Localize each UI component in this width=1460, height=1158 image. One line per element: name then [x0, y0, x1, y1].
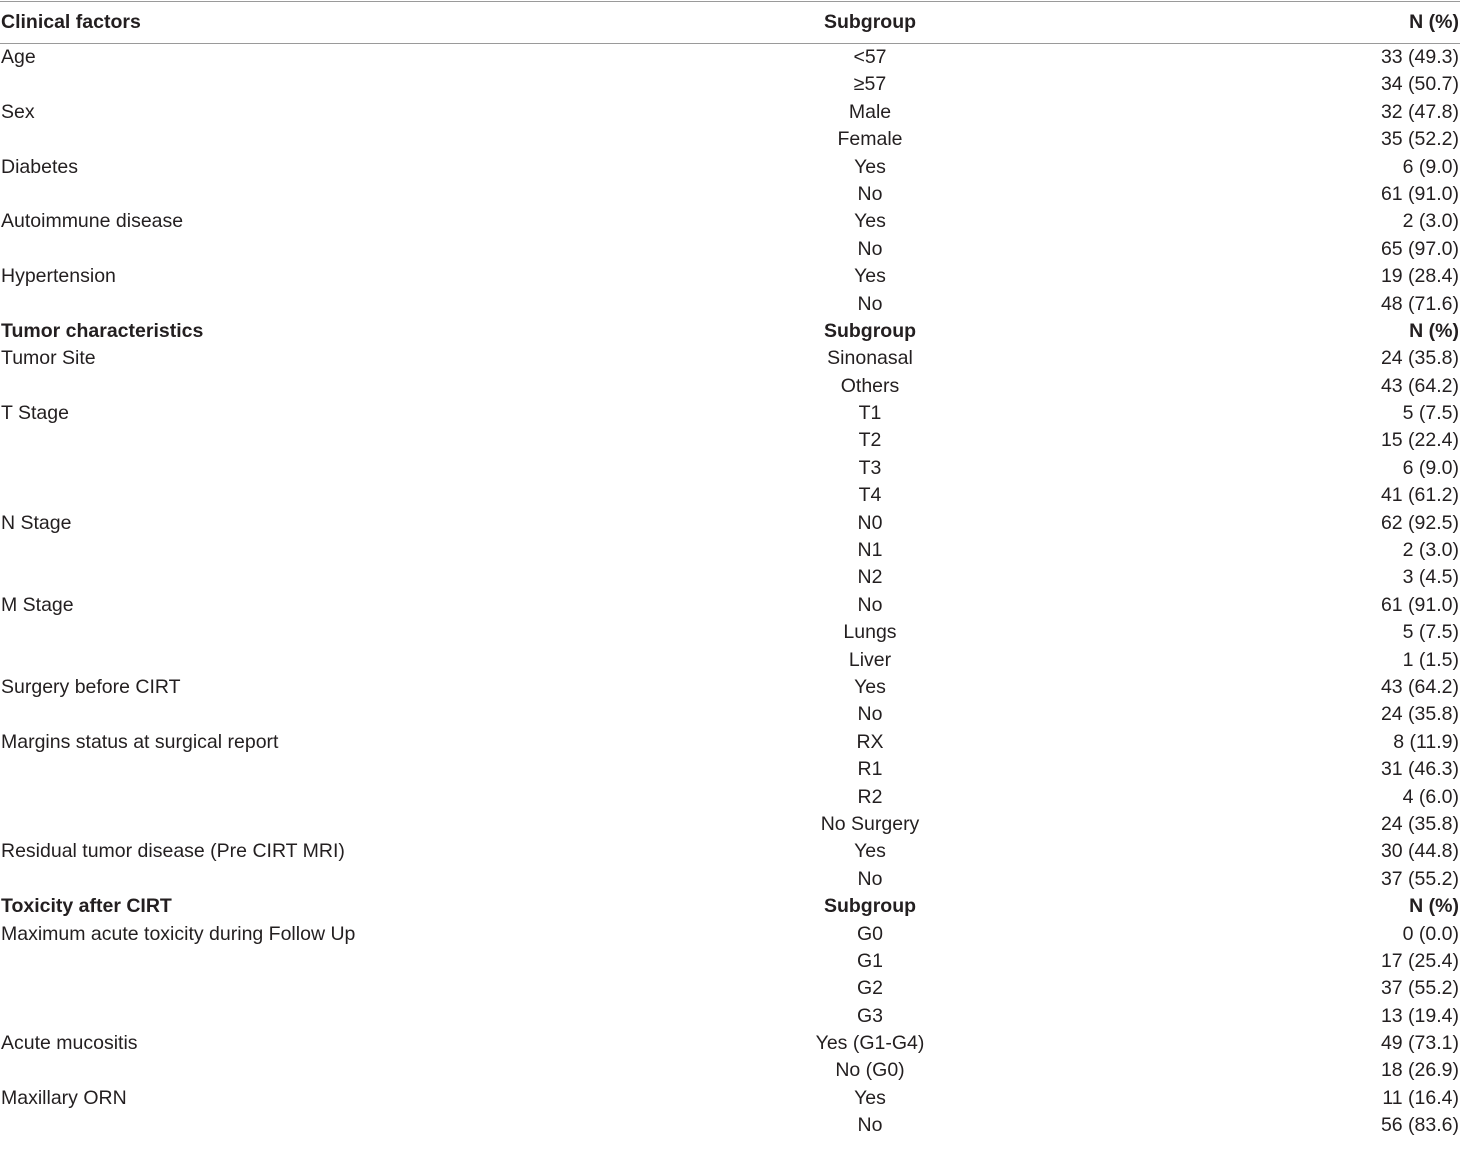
n-percent-cell: 62 (92.5) [1380, 511, 1459, 534]
n-percent-cell: 35 (52.2) [1380, 128, 1459, 151]
table-row [0, 1085, 1460, 1112]
table-row [0, 71, 1460, 98]
subgroup-cell: RX [856, 730, 884, 753]
n-percent-cell: 1 (1.5) [1402, 648, 1459, 671]
section-title: Tumor characteristics [1, 319, 204, 342]
table-row [0, 1057, 1460, 1084]
table-row [0, 564, 1460, 591]
table-row [0, 592, 1460, 619]
factor-cell: Tumor Site [1, 347, 96, 370]
subgroup-cell: No [857, 867, 883, 890]
subgroup-cell: G1 [856, 949, 883, 972]
n-percent-cell: 34 (50.7) [1380, 73, 1459, 96]
subgroup-cell: T3 [858, 456, 882, 479]
subgroup-cell: No (G0) [835, 1059, 905, 1082]
n-percent-cell: 61 (91.0) [1380, 182, 1459, 205]
n-percent-cell: 3 (4.5) [1402, 566, 1459, 589]
n-percent-cell: 30 (44.8) [1380, 840, 1459, 863]
table-row [0, 373, 1460, 400]
subgroup-cell: R1 [857, 758, 883, 781]
table-row [0, 784, 1460, 811]
section-title: Toxicity after CIRT [1, 895, 172, 918]
factor-cell: Maximum acute toxicity during Follow Up [1, 922, 356, 945]
subgroup-cell: G0 [856, 922, 883, 945]
factor-cell: Surgery before CIRT [1, 675, 181, 698]
table-body [0, 2, 1460, 1140]
n-percent-cell: 24 (35.8) [1380, 812, 1459, 835]
subgroup-cell: Yes [854, 210, 886, 233]
factor-cell: Sex [1, 100, 35, 123]
table-row [0, 975, 1460, 1002]
n-percent-column-header: N (%) [1409, 11, 1459, 33]
table-row [0, 729, 1460, 756]
n-percent-cell: 32 (47.8) [1380, 100, 1459, 123]
n-percent-cell: 11 (16.4) [1382, 1086, 1459, 1109]
subgroup-cell: G2 [856, 977, 883, 1000]
subgroup-cell: Female [837, 128, 903, 151]
n-percent-cell: 43 (64.2) [1380, 374, 1459, 397]
factor-cell: Margins status at surgical report [1, 730, 279, 753]
n-percent-cell: 37 (55.2) [1380, 977, 1459, 1000]
table-row [0, 263, 1460, 290]
n-percent-cell: 13 (19.4) [1380, 1004, 1459, 1027]
table-row [0, 427, 1460, 454]
table-row [0, 811, 1460, 838]
subgroup-cell: Lungs [843, 621, 897, 644]
n-percent-cell: 2 (3.0) [1402, 539, 1459, 562]
subgroup-cell: No [857, 593, 883, 616]
table-row [0, 674, 1460, 701]
n-percent-cell: 18 (26.9) [1380, 1059, 1459, 1082]
factor-cell: Acute mucositis [1, 1032, 138, 1055]
table-row [0, 1003, 1460, 1030]
table-row [0, 208, 1460, 235]
n-percent-column-header: N (%) [1409, 319, 1459, 342]
subgroup-cell: ≥57 [853, 73, 887, 96]
factor-cell: Residual tumor disease (Pre CIRT MRI) [1, 840, 345, 863]
n-percent-cell: 49 (73.1) [1380, 1032, 1459, 1055]
n-percent-cell: 8 (11.9) [1393, 730, 1459, 753]
factor-cell: T Stage [1, 402, 69, 425]
n-percent-cell: 19 (28.4) [1380, 265, 1459, 288]
n-percent-cell: 2 (3.0) [1402, 210, 1459, 233]
table-row [0, 537, 1460, 564]
n-percent-cell: 48 (71.6) [1380, 292, 1459, 315]
subgroup-cell: No [857, 182, 883, 205]
n-percent-cell: 6 (9.0) [1402, 456, 1459, 479]
subgroup-column-header: Subgroup [823, 319, 917, 342]
subgroup-cell: T1 [858, 402, 882, 425]
subgroup-cell: Yes [854, 840, 886, 863]
n-percent-cell: 56 (83.6) [1380, 1114, 1459, 1137]
n-percent-cell: 33 (49.3) [1380, 46, 1459, 68]
factor-cell: Autoimmune disease [1, 210, 184, 233]
n-percent-cell: 65 (97.0) [1380, 237, 1459, 260]
table-row [0, 701, 1460, 728]
subgroup-cell: No [857, 292, 883, 315]
subgroup-cell: N1 [857, 539, 883, 562]
factor-cell: Age [1, 46, 36, 68]
section-header-row [0, 2, 1460, 43]
n-percent-cell: 6 (9.0) [1402, 155, 1459, 178]
table-row [0, 44, 1460, 71]
factor-cell: M Stage [1, 593, 74, 616]
table-row [0, 510, 1460, 537]
table-row [0, 345, 1460, 372]
table-row [0, 99, 1460, 126]
table-row [0, 948, 1460, 975]
n-percent-cell: 24 (35.8) [1380, 703, 1459, 726]
n-percent-cell: 43 (64.2) [1380, 675, 1459, 698]
table-row [0, 756, 1460, 783]
factor-cell: Hypertension [1, 265, 116, 288]
subgroup-cell: T4 [858, 484, 882, 507]
factor-cell: Diabetes [1, 155, 78, 178]
subgroup-cell: <57 [853, 46, 887, 68]
subgroup-cell: G3 [856, 1004, 883, 1027]
subgroup-cell: No [857, 703, 883, 726]
table-row [0, 619, 1460, 646]
factor-cell: N Stage [1, 511, 72, 534]
table-row [0, 921, 1460, 948]
n-percent-cell: 41 (61.2) [1380, 484, 1459, 507]
subgroup-cell: Yes (G1-G4) [815, 1032, 925, 1055]
table-row [0, 400, 1460, 427]
subgroup-cell: Yes [854, 675, 886, 698]
subgroup-cell: Liver [848, 648, 892, 671]
table-row [0, 647, 1460, 674]
subgroup-cell: T2 [858, 429, 882, 452]
table-row [0, 1030, 1460, 1057]
subgroup-cell: R2 [857, 785, 883, 808]
n-percent-cell: 17 (25.4) [1380, 949, 1459, 972]
table-row [0, 455, 1460, 482]
table-row [0, 236, 1460, 263]
section-header-row [0, 893, 1460, 920]
table-row [0, 838, 1460, 865]
subgroup-cell: Male [848, 100, 892, 123]
subgroup-cell: No [857, 1114, 883, 1137]
section-header-row [0, 318, 1460, 345]
subgroup-cell: No [857, 237, 883, 260]
subgroup-column-header: Subgroup [823, 11, 917, 33]
subgroup-column-header: Subgroup [823, 895, 917, 918]
n-percent-column-header: N (%) [1409, 895, 1459, 918]
subgroup-cell: Yes [854, 265, 886, 288]
table-row [0, 866, 1460, 893]
table-row [0, 126, 1460, 153]
table-row [0, 482, 1460, 509]
subgroup-cell: Yes [854, 155, 886, 178]
clinical-characteristics-table [0, 1, 1460, 1140]
subgroup-cell: N0 [857, 511, 883, 534]
n-percent-cell: 37 (55.2) [1380, 867, 1459, 890]
n-percent-cell: 5 (7.5) [1402, 402, 1459, 425]
n-percent-cell: 4 (6.0) [1402, 785, 1459, 808]
n-percent-cell: 5 (7.5) [1402, 621, 1459, 644]
n-percent-cell: 15 (22.4) [1380, 429, 1459, 452]
subgroup-cell: Yes [854, 1086, 886, 1109]
n-percent-cell: 61 (91.0) [1380, 593, 1459, 616]
n-percent-cell: 31 (46.3) [1380, 758, 1459, 781]
table-row [0, 1112, 1460, 1139]
table-row [0, 154, 1460, 181]
factor-cell: Maxillary ORN [1, 1086, 127, 1109]
section-title: Clinical factors [1, 11, 141, 33]
subgroup-cell: N2 [857, 566, 883, 589]
n-percent-cell: 0 (0.0) [1402, 922, 1459, 945]
subgroup-cell: Sinonasal [827, 347, 913, 370]
n-percent-cell: 24 (35.8) [1380, 347, 1459, 370]
table-row [0, 291, 1460, 318]
table-row [0, 181, 1460, 208]
subgroup-cell: No Surgery [820, 812, 920, 835]
subgroup-cell: Others [840, 374, 900, 397]
